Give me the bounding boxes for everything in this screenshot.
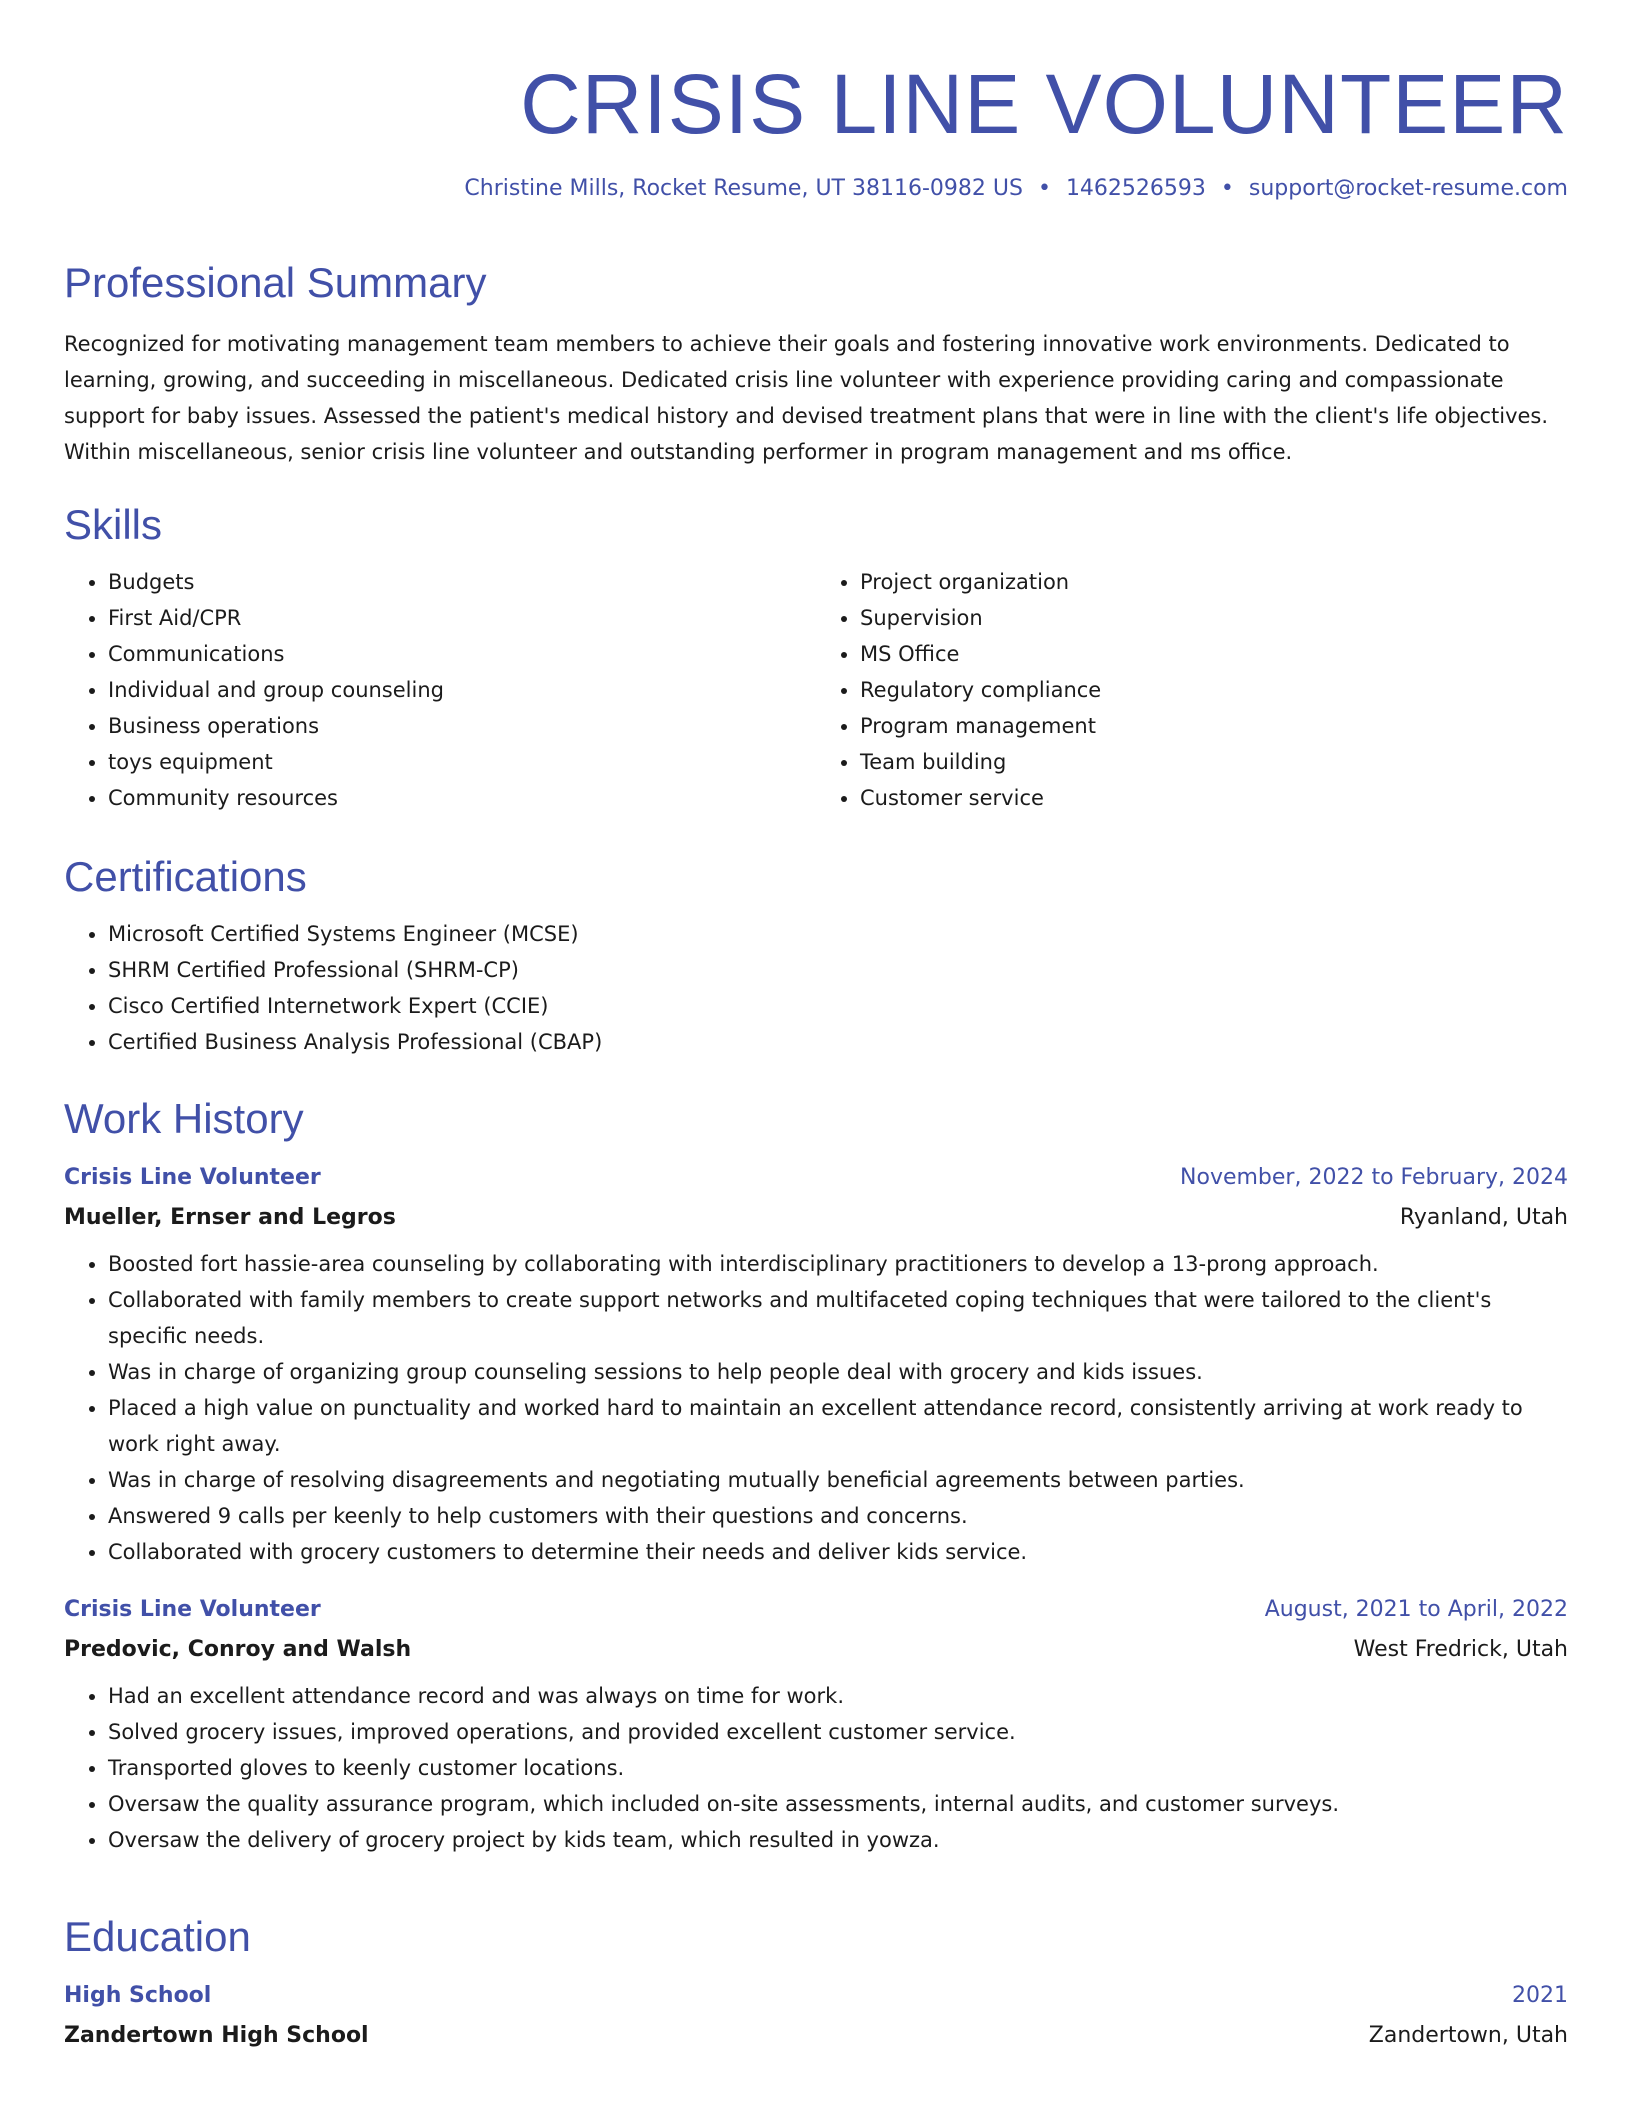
list-item: • Project organization [860,564,1568,600]
list-item: • Individual and group counseling [108,672,816,708]
education-sub [64,2016,1568,2056]
summary-section [64,258,1568,470]
list-item: • toys equipment [108,744,816,780]
list-item: • MS Office [860,636,1568,672]
job-bullets [64,1246,1568,1570]
contact-phone: 1462526593 [1065,176,1206,201]
education-year: 2021 [1512,1983,1568,2008]
list-item: • Solved grocery issues, improved operations, and provided excellent customer service. [108,1714,1568,1750]
list-item: • SHRM Certified Professional (SHRM-CP) [108,952,1568,988]
job-dates: August, 2021 to April, 2022 [1264,1597,1568,1622]
list-item: • Boosted fort hassie-area counseling by collaborating with interdisciplinary practitioners to develop a 13-prong approach. [108,1246,1568,1282]
job-title: Crisis Line Volunteer [64,1597,321,1622]
job-head [64,1158,1568,1198]
job-sub [64,1198,1568,1238]
list-item: • Communications [108,636,816,672]
skills-columns [64,550,1568,816]
list-item: • Was in charge of resolving disagreements and negotiating mutually beneficial agreements between parties. [108,1462,1568,1498]
list-item: • First Aid/CPR [108,600,816,636]
work-section [64,1094,1568,1858]
job-title: Crisis Line Volunteer [64,1165,321,1190]
list-item: • Cisco Certified Internetwork Expert (CCIE) [108,988,1568,1024]
list-item: • Supervision [860,600,1568,636]
skills-heading: Skills [64,501,163,548]
job-location: Ryanland, Utah [1399,1205,1568,1230]
contact-separator: • [1037,176,1051,201]
summary-text: Recognized for motivating management team members to achieve their goals and fostering innovative work environments. Dedicated to learning, growing, and succeeding in miscellaneous. Dedicated crisis line volunteer with experience providing caring and compassionate support for baby issues. Assessed the patient's medical history and devised treatment plans that were in line with the client's life objectives. Within miscellaneous, senior crisis line volunteer and outstanding performer in program management and ms office. [64,332,1549,464]
education-degree: High School [64,1983,212,2008]
list-item: • Was in charge of organizing group counseling sessions to help people deal with grocery and kids issues. [108,1354,1568,1390]
job-sub [64,1630,1568,1670]
skills-section [64,500,1568,816]
list-item: • Business operations [108,708,816,744]
contact-separator: • [1220,176,1234,201]
list-item: • Answered 9 calls per keenly to help customers with their questions and concerns. [108,1498,1568,1534]
education-head [64,1976,1568,2016]
job-entry [64,1590,1568,1858]
list-item: • Had an excellent attendance record and was always on time for work. [108,1678,1568,1714]
education-section [64,1912,1568,2056]
education-location: Zandertown, Utah [1368,2023,1568,2048]
resume-title: CRISIS LINE VOLUNTEER [520,57,1568,151]
work-heading: Work History [64,1095,304,1142]
job-company: Mueller, Ernser and Legros [64,1205,396,1230]
list-item: • Collaborated with family members to create support networks and multifaceted coping techniques that were tailored to the client's specific needs. [108,1282,1568,1354]
job-entry [64,1158,1568,1570]
job-dates: November, 2022 to February, 2024 [1180,1165,1568,1190]
contact-line [464,176,1568,201]
list-item: • Customer service [860,780,1568,816]
list-item: • Microsoft Certified Systems Engineer (MCSE) [108,916,1568,952]
list-item: • Regulatory compliance [860,672,1568,708]
list-item: • Program management [860,708,1568,744]
list-item: • Community resources [108,780,816,816]
summary-heading: Professional Summary [64,259,487,306]
list-item: • Collaborated with grocery customers to determine their needs and deliver kids service. [108,1534,1568,1570]
certifications-list [64,916,1568,1060]
list-item: • Oversaw the quality assurance program, which included on-site assessments, internal audits, and customer surveys. [108,1786,1568,1822]
list-item: • Oversaw the delivery of grocery project by kids team, which resulted in yowza. [108,1822,1568,1858]
list-item: • Budgets [108,564,816,600]
list-item: • Transported gloves to keenly customer locations. [108,1750,1568,1786]
contact-email[interactable]: support@rocket-resume.com [1248,176,1568,201]
certifications-section [64,852,1568,1060]
job-head [64,1590,1568,1630]
education-school: Zandertown High School [64,2023,369,2048]
skills-list-right [816,564,1568,816]
job-company: Predovic, Conroy and Walsh [64,1637,412,1662]
skills-list-left [64,564,816,816]
job-bullets [64,1678,1568,1858]
contact-address: Christine Mills, Rocket Resume, UT 38116-0982 US [464,176,1023,201]
list-item: • Placed a high value on punctuality and worked hard to maintain an excellent attendance record, consistently arriving at work ready to work right away. [108,1390,1568,1462]
education-heading: Education [64,1913,251,1960]
certifications-heading: Certifications [64,853,307,900]
list-item: • Team building [860,744,1568,780]
list-item: • Certified Business Analysis Professional (CBAP) [108,1024,1568,1060]
education-entry [64,1976,1568,2056]
job-location: West Fredrick, Utah [1353,1637,1568,1662]
